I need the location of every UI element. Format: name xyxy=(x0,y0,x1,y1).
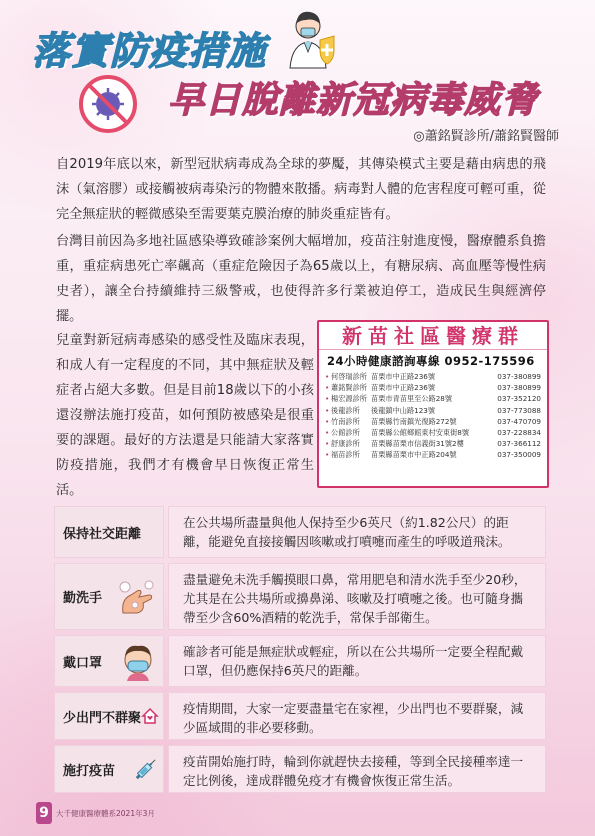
paragraph-3: 兒童對新冠病毒感染的感受性及臨床表現，和成人有一定程度的不同，其中無症狀及輕症者占絕大多數。但是目前18歲以下的小孩還沒辦法施打疫苗，如何預防被感染是很重要的課題。最好的方法還是只能請大家落實防疫措施，我們才有機會早日恢復正常生活。 xyxy=(56,333,314,498)
clinic-item: • 何啓瑞診所 苗栗市中正路236號 037-380899 xyxy=(325,372,541,381)
clinic-group-title: 新苗社區醫療群 xyxy=(319,322,547,350)
tip-text: 疫情期間，大家一定要盡量宅在家裡，少出門也不要群聚，減少區域間的非必要移動。 xyxy=(168,692,546,740)
clinic-item: • 楊宏源診所 苗栗市青苗里至公路28號 037-352120 xyxy=(325,394,541,404)
tip-row-vaccine xyxy=(54,745,546,793)
syringe-icon xyxy=(133,756,159,782)
paragraph-2: 台灣目前因為多地社區感染導致確診案例大幅增加，疫苗注射進度慢，醫療體系負擔重，重症病患死亡率飆高（重症危險因子為65歲以上，有糖尿病、高血壓等慢性病史者），讓全台持續維持三級警戒，也使得許多行業被迫停工，造成民生與經濟停擺。 xyxy=(56,234,546,324)
hand-wash-icon xyxy=(115,577,159,617)
clinic-item: • 蕭銘賢診所 苗栗市中正路236號 037-380899 xyxy=(325,383,541,393)
no-virus-icon xyxy=(78,74,138,134)
tip-row-hand-wash xyxy=(54,563,546,630)
tip-text: 在公共場所盡量與他人保持至少6英尺（約1.82公尺）的距離，能避免直接接觸因咳嗽或打噴嚏而產生的呼吸道飛沫。 xyxy=(168,506,546,558)
clinic-item: • 福苗診所 苗栗縣苗栗市中正路204號 037-350009 xyxy=(325,450,541,460)
clinic-list xyxy=(319,371,547,461)
tip-row-mask xyxy=(54,635,546,687)
title-line-1: 落實防疫措施 xyxy=(32,29,267,73)
tip-label: 少出門不群聚 xyxy=(63,710,142,726)
doctor-icon xyxy=(284,6,342,70)
tip-row-social-distance xyxy=(54,506,546,558)
paragraph-1: 自2019年底以來，新型冠狀病毒成為全球的夢魘，其傳染模式主要是藉由病患的飛沫（氣溶膠）或接觸被病毒染污的物體來散播。病毒對人體的危害程度可輕可重，從完全無症狀的輕微感染至需要葉克膜治療的肺炎重症皆有。 xyxy=(56,157,546,222)
tip-text: 疫苗開始施打時，輪到你就趕快去接種，等到全民接種率達一定比例後，達成群體免疫才有機會恢復正常生活。 xyxy=(168,745,546,793)
tip-label: 保持社交距離 xyxy=(63,526,142,542)
home-icon xyxy=(141,707,159,725)
clinic-item: • 後龍診所 後龍鎮中山路123號 037-773088 xyxy=(325,405,541,415)
author-byline: ◎蕭銘賢診所/蕭銘賢醫師 xyxy=(413,129,559,144)
title-line-2: 早日脫離新冠病毒威脅 xyxy=(168,80,539,121)
tip-label: 戴口罩 xyxy=(63,655,103,671)
footer-text: 大千健康醫療體系2021年3月 xyxy=(56,808,155,818)
tip-text: 確診者可能是無症狀或輕症，所以在公共場所一定要全程配戴口罩，但仍應保持6英尺的距離。 xyxy=(168,635,546,687)
clinic-group-card xyxy=(317,320,549,488)
tip-label: 勤洗手 xyxy=(63,591,103,606)
tip-label: 施打疫苗 xyxy=(63,763,116,779)
prevention-tips xyxy=(54,506,546,798)
tip-text: 盡量避免未洗手觸摸眼口鼻，常用肥皂和清水洗手至少20秒，尤其是在公共場所或擤鼻涕、咳嗽及打噴嚏之後。也可隨身攜帶至少含60%酒精的乾洗手，常保手部衛生。 xyxy=(168,563,546,630)
footer xyxy=(36,802,155,824)
clinic-item: • 竹南診所 苗栗縣竹南鎮光復路272號 037-470709 xyxy=(325,416,541,426)
clinic-item: • 舒康診所 苗栗縣苗栗市信義街31號2樓 037-366112 xyxy=(325,439,541,449)
clinic-item: • 公館診所 苗栗縣公館鄉館東村安東街8號 037-228834 xyxy=(325,428,541,438)
mask-icon xyxy=(117,640,159,682)
page-number: 9 xyxy=(36,802,52,824)
clinic-hotline: 24小時健康諮詢專線 0952-175596 xyxy=(327,354,535,368)
tip-row-stay-home xyxy=(54,692,546,740)
